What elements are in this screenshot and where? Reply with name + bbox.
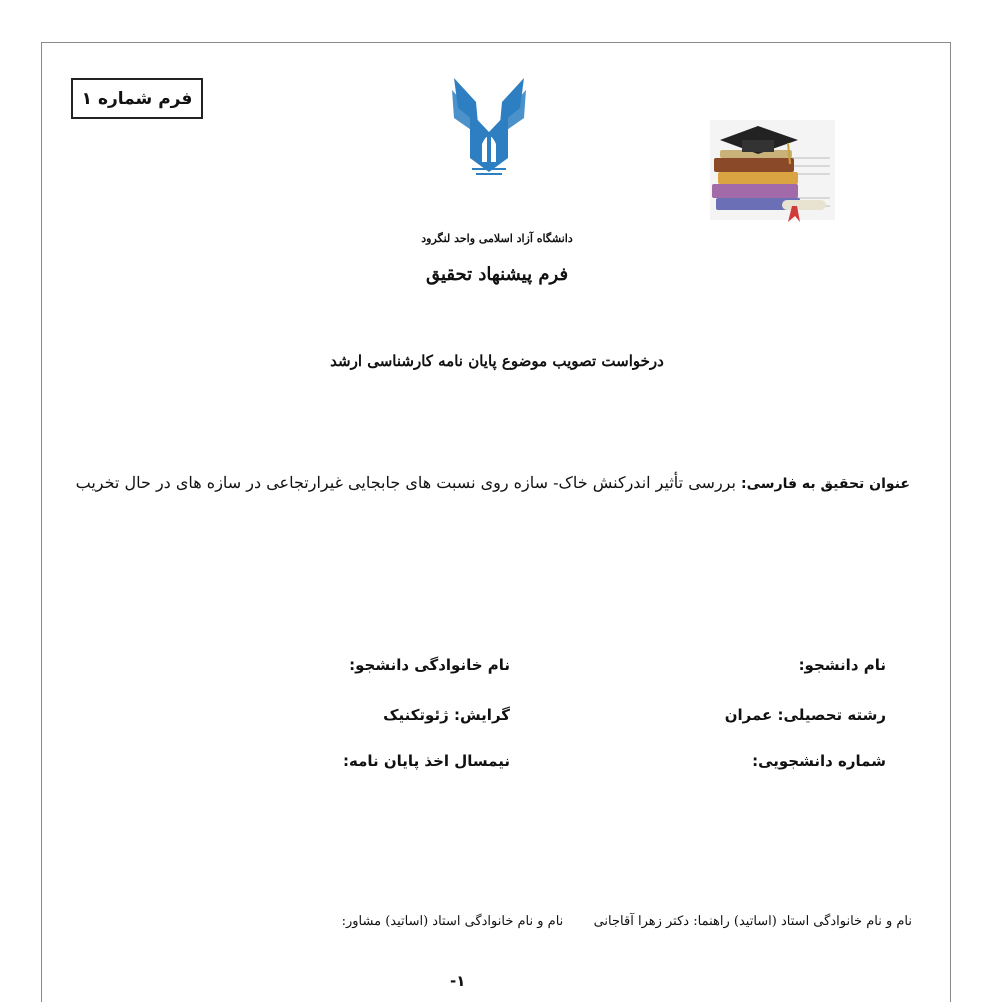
student-id-label: شماره دانشجویی: — [752, 752, 886, 770]
request-heading: درخواست تصویب موضوع پایان نامه کارشناسی ارشد — [330, 352, 664, 370]
research-title-block — [70, 464, 910, 503]
student-name-label: نام دانشجو: — [798, 656, 886, 674]
university-name: دانشگاه آزاد اسلامی واحد لنگرود — [421, 232, 573, 245]
semester-label: نیمسال اخذ پایان نامه: — [343, 752, 510, 770]
student-id-field — [752, 752, 886, 770]
supervisor-label: نام و نام خانوادگی استاد (اساتید) راهنما: — [693, 914, 912, 929]
supervisor-value: دکتر زهرا آقاجانی — [593, 914, 690, 929]
student-family-field — [349, 656, 510, 674]
form-title: فرم پیشنهاد تحقیق — [425, 264, 569, 285]
university-logo-icon — [448, 72, 530, 184]
major-field — [725, 706, 886, 724]
major-value: عمران — [724, 706, 773, 724]
research-title-label: عنوان تحقیق به فارسی: — [741, 476, 910, 492]
branch-label: گرایش: — [453, 706, 510, 724]
major-label: رشته تحصیلی: — [777, 706, 886, 724]
form-number: فرم شماره ۱ — [81, 88, 193, 109]
branch-field — [383, 706, 510, 724]
advisors-line — [342, 914, 912, 929]
research-title-value: بررسی تأثیر اندرکنش خاک- سازه روی نسبت های جابجایی غیرارتجاعی در سازه های در حال تخریب — [75, 473, 736, 492]
student-name-field — [799, 656, 886, 674]
form-number-box — [71, 78, 203, 119]
books-graduation-cap-icon — [700, 110, 840, 232]
branch-value: ژئوتکنیک — [383, 706, 449, 724]
semester-field — [343, 752, 510, 770]
student-family-label: نام خانوادگی دانشجو: — [349, 656, 510, 674]
list-item-number: -۱ — [450, 972, 466, 990]
consultant-label: نام و نام خانوادگی استاد (اساتید) مشاور: — [341, 914, 564, 929]
